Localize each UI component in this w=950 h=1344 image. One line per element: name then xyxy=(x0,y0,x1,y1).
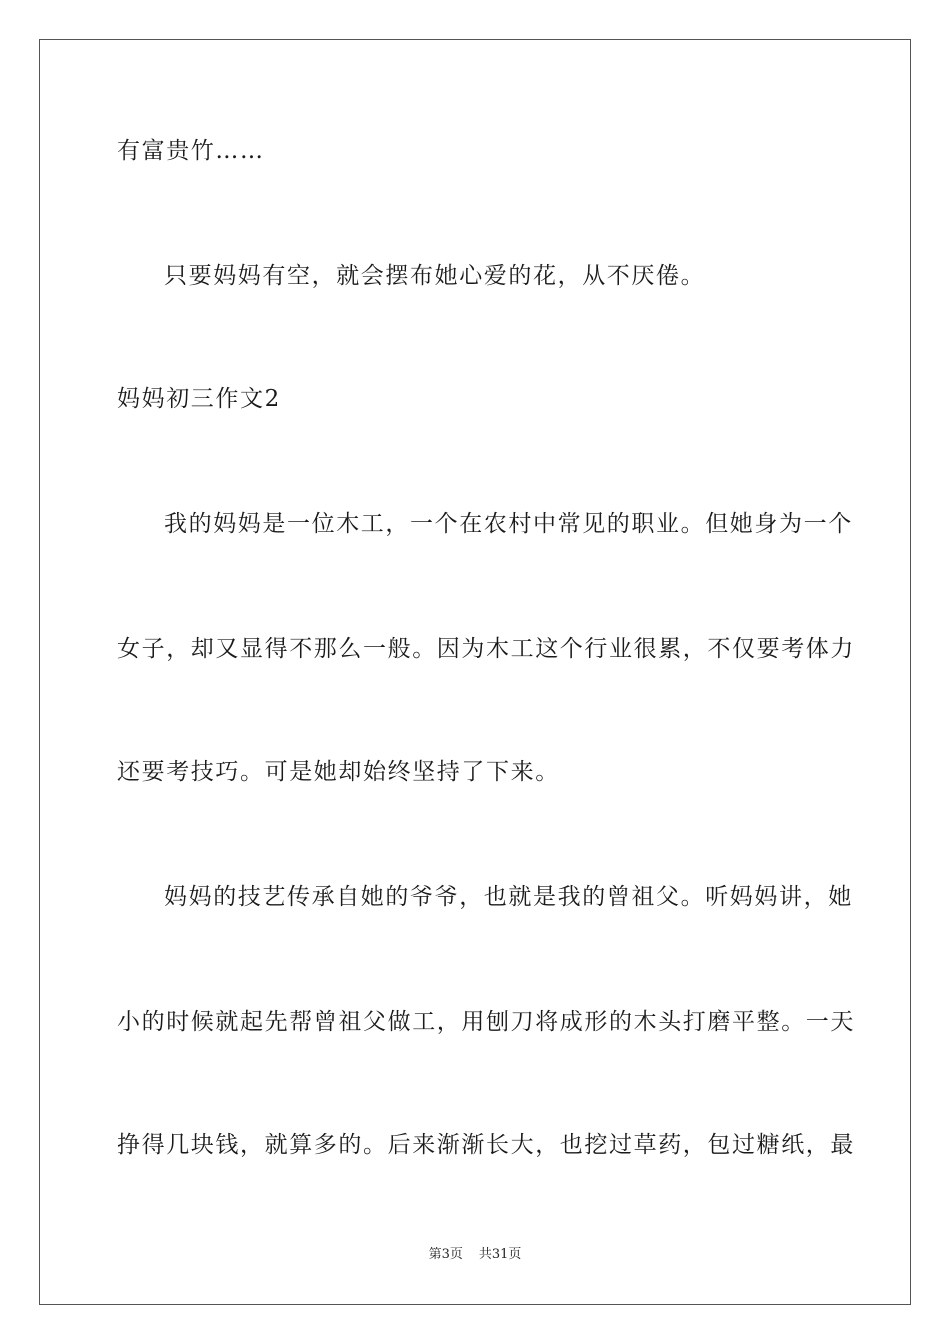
paragraph-line: 小的时候就起先帮曾祖父做工，用刨刀将成形的木头打磨平整。一天 xyxy=(117,1009,855,1035)
page-number: 第3页 xyxy=(428,1247,463,1262)
paragraph-line: 我的妈妈是一位木工，一个在农村中常见的职业。但她身为一个 xyxy=(164,511,853,537)
text-line: 有富贵竹…… xyxy=(117,138,265,164)
paragraph-line: 挣得几块钱，就算多的。后来渐渐长大，也挖过草药，包过糖纸，最 xyxy=(117,1132,855,1158)
section-heading: 妈妈初三作文2 xyxy=(117,386,281,412)
paragraph-line: 妈妈的技艺传承自她的爷爷，也就是我的曾祖父。听妈妈讲，她 xyxy=(164,884,853,910)
paragraph-line: 只要妈妈有空，就会摆布她心爱的花，从不厌倦。 xyxy=(164,263,706,289)
page-total: 共31页 xyxy=(478,1247,522,1262)
page-border xyxy=(39,39,911,1305)
page-footer xyxy=(0,1246,950,1264)
paragraph-line: 女子，却又显得不那么一般。因为木工这个行业很累，不仅要考体力 xyxy=(117,636,855,662)
paragraph-line: 还要考技巧。可是她却始终坚持了下来。 xyxy=(117,759,560,785)
